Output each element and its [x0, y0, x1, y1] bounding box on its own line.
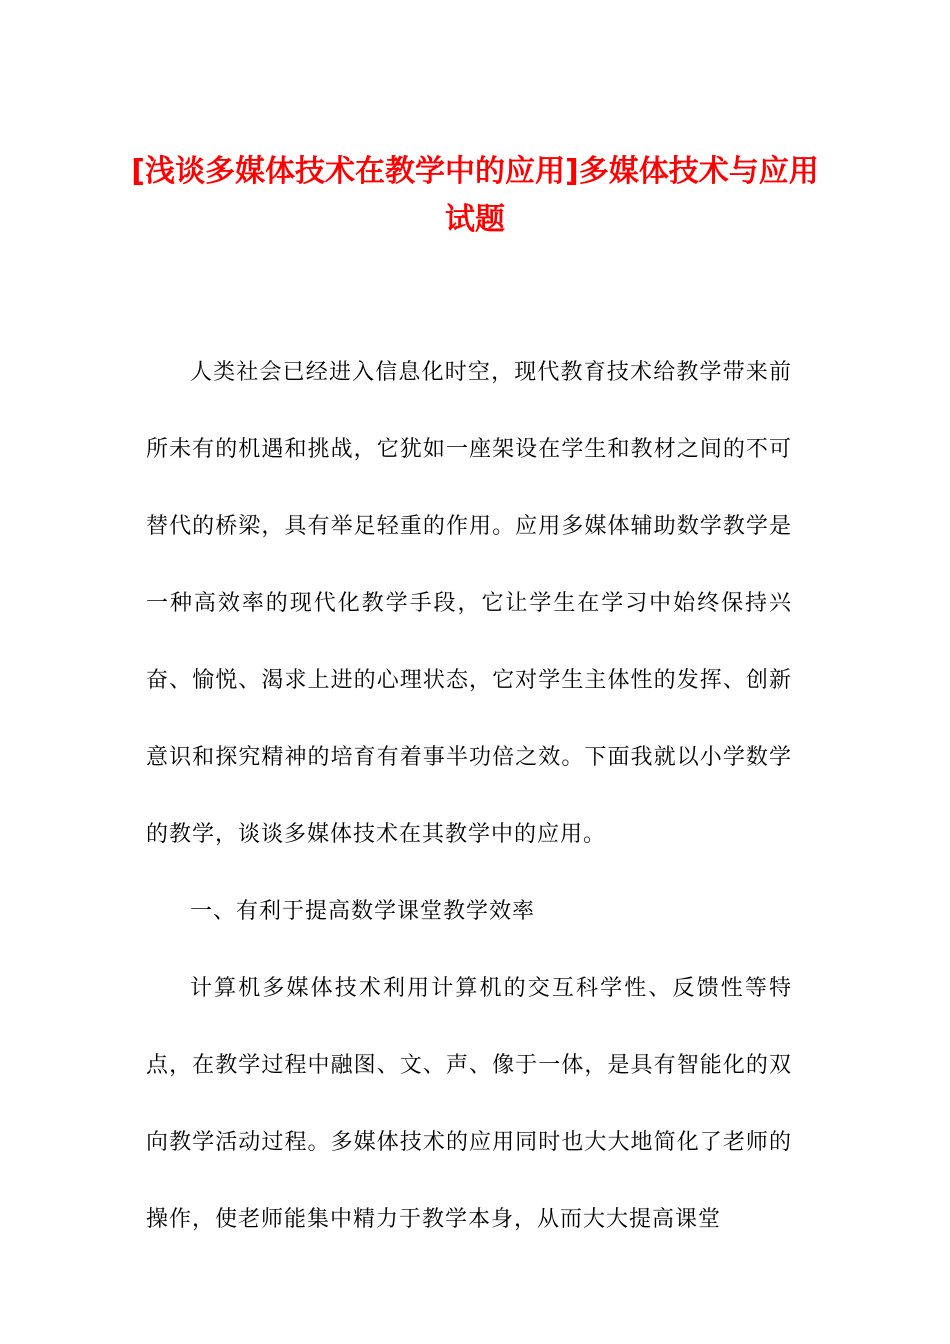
document-title: [浅谈多媒体技术在教学中的应用]多媒体技术与应用试题 — [131, 154, 819, 237]
document-body — [146, 334, 792, 1258]
paragraph-intro: 人类社会已经进入信息化时空，现代教育技术给教学带来前所未有的机遇和挑战，它犹如一座架设在学生和教材之间的不可替代的桥梁，具有举足轻重的作用。应用多媒体辅助数学教学是一种高效率的现代化教学手段，它让学生在学习中始终保持兴奋、愉悦、渴求上进的心理状态，它对学生主体性的发挥、创新意识和探究精神的培育有着事半功倍之效。下面我就以小学数学的教学，谈谈多媒体技术在其教学中的应用。 — [146, 360, 792, 847]
section-heading-1: 一、有利于提高数学课堂教学效率 — [190, 899, 536, 924]
paragraph-section-1: 计算机多媒体技术利用计算机的交互科学性、反馈性等特点，在教学过程中融图、文、声、像于一体，是具有智能化的双向教学活动过程。多媒体技术的应用同时也大大地简化了老师的操作，使老师能集中精力于教学本身，从而大大提高课堂 — [146, 976, 792, 1232]
